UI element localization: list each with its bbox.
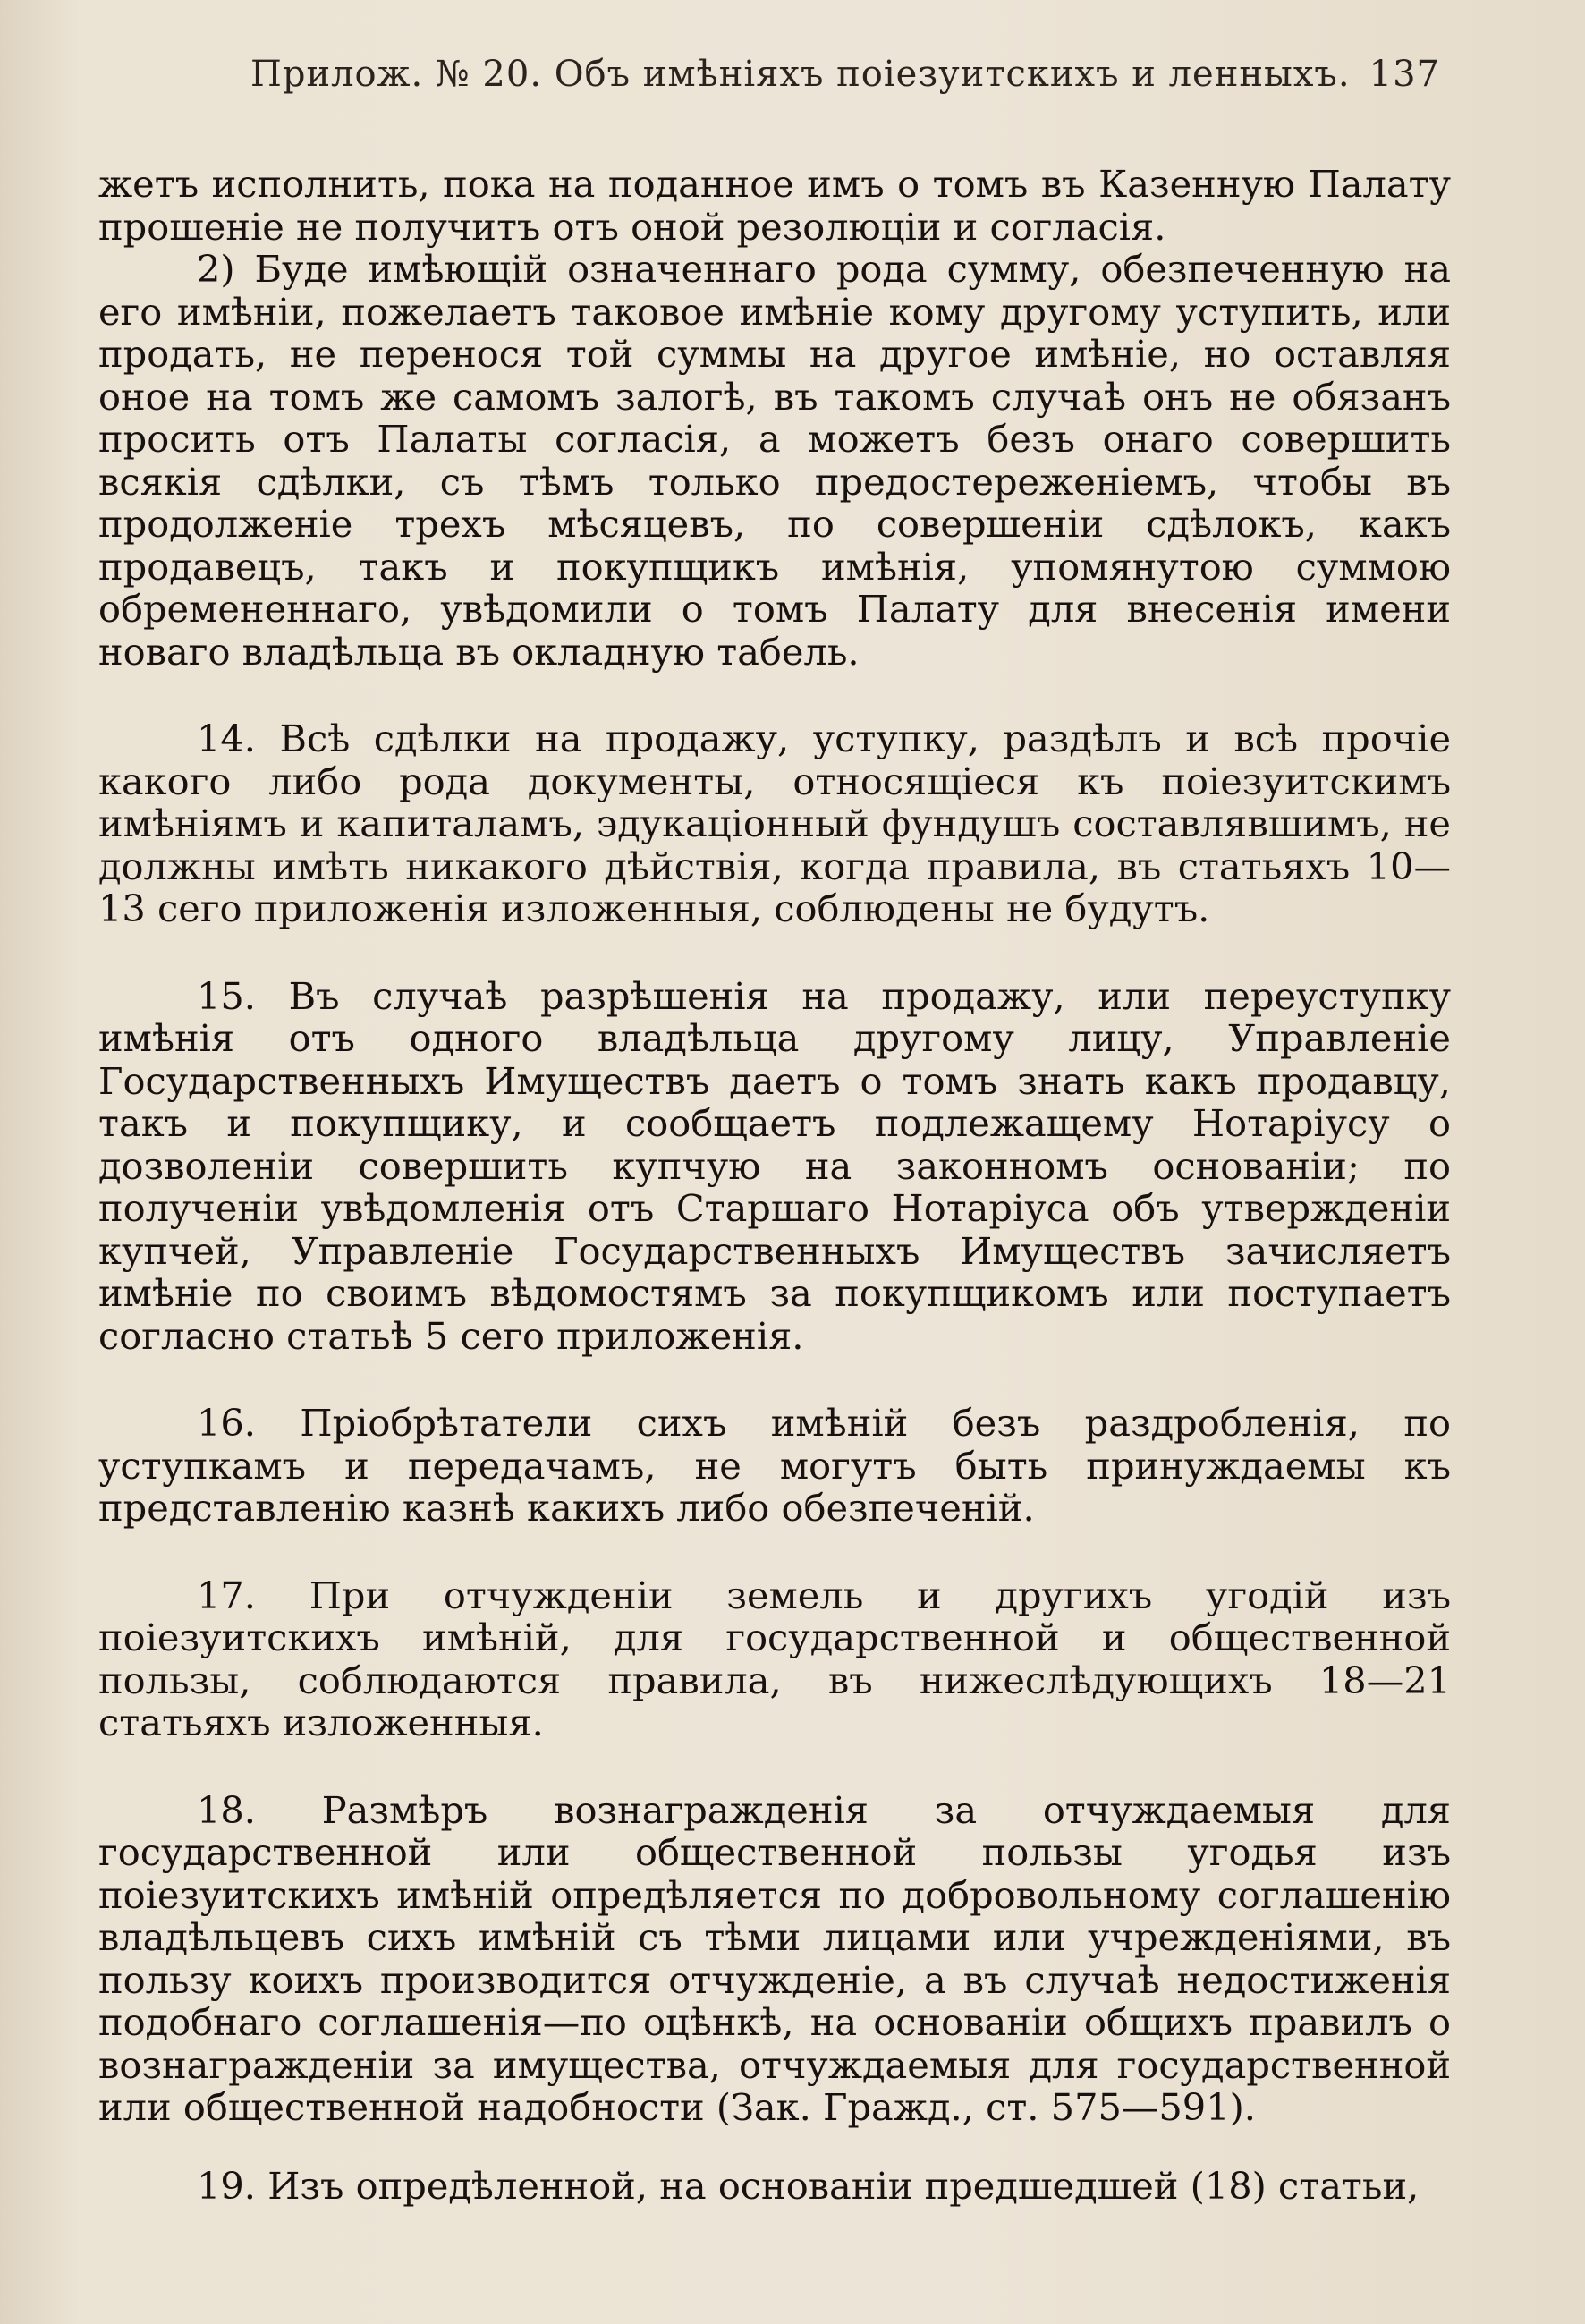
paragraph-14: 14. Всѣ сдѣлки на продажу, уступку, раздѣлъ и всѣ прочіе какого либо рода документы, относящіеся къ поiезуитскимъ имѣніямъ и капиталамъ, эдукаціонный фундушъ составлявшимъ, не должны имѣть никакого дѣйствія, когда правила, въ статьяхъ 10—13 сего приложенія изложенныя, соблюдены не будутъ.	[98, 717, 1451, 930]
paragraph-18: 18. Размѣръ вознагражденія за отчуждаемыя для государственной или общественной пользы угодья изъ поiезуитскихъ имѣній опредѣляется по добровольному соглашенію владѣльцевъ сихъ имѣній съ тѣми лицами или учрежденіями, въ пользу коихъ производится отчужденіе, а въ случаѣ недостиженія подобнаго соглашенія—по оцѣнкѣ, на основаніи общихъ правилъ о вознагражденіи за имущества, отчуждаемыя для государственной или общественной надобности (Зак. Гражд., ст. 575—591).	[98, 1787, 1451, 2129]
running-header	[250, 54, 1440, 107]
paragraph-15: 15. Въ случаѣ разрѣшенія на продажу, или переуступку имѣнія отъ одного владѣльца другому лицу, Управленіе Государственныхъ Имуществъ даетъ о томъ знать какъ продавцу, такъ и покупщику, и сообщаетъ подлежащему Нотаріусу о дозволеніи совершить купчую на законномъ основаніи; по полученіи увѣдомленія отъ Старшаго Нотаріуса объ утвержденіи купчей, Управленіе Государственныхъ Имуществъ зачисляетъ имѣніе по своимъ вѣдомостямъ за покупщикомъ или поступаетъ согласно статьѣ 5 сего приложенія.	[98, 973, 1451, 1358]
page-body	[98, 163, 1451, 2207]
paragraph-2: 2) Буде имѣющій означеннаго рода сумму, обезпеченную на его имѣніи, пожелаетъ таковое имѣніе кому другому уступить, или продать, не перенося той суммы на другое имѣніе, но оставляя оное на томъ же самомъ залогѣ, въ такомъ случаѣ онъ не обязанъ просить отъ Палаты согласія, а можетъ безъ онаго совершить всякія сдѣлки, съ тѣмъ только предостереженіемъ, чтобы въ продолженіе трехъ мѣсяцевъ, по совершеніи сдѣлокъ, какъ продавецъ, такъ и покупщикъ имѣнія, упомянутою суммою обремененнаго, увѣдомили о томъ Палату для внесенія имени новаго владѣльца въ окладную табель.	[98, 247, 1451, 674]
paragraph-17: 17. При отчужденіи земель и другихъ угодій изъ поiезуитскихъ имѣній, для государственной и общественной пользы, соблюдаются правила, въ нижеслѣдующихъ 18—21 статьяхъ изложенныя.	[98, 1573, 1451, 1744]
paragraph-19: 19. Изъ опредѣленной, на основаніи предшедшей (18) статьи,	[197, 2163, 1420, 2208]
paragraph-16: 16. Пріобрѣтатели сихъ имѣній безъ раздробленія, по уступкамъ и передачамъ, не могутъ быть принуждаемы къ представленію казнѣ какихъ либо обезпеченій.	[98, 1401, 1451, 1530]
running-title: Прилож. № 20. Объ имѣніяхъ поiезуитскихъ и ленныхъ.	[250, 54, 1351, 95]
page-number: 137	[1369, 54, 1440, 95]
paragraph-continuation: жетъ исполнить, пока на поданное имъ о томъ въ Казенную Палату прошеніе не получитъ отъ оной резолюціи и согласія.	[98, 162, 1451, 249]
